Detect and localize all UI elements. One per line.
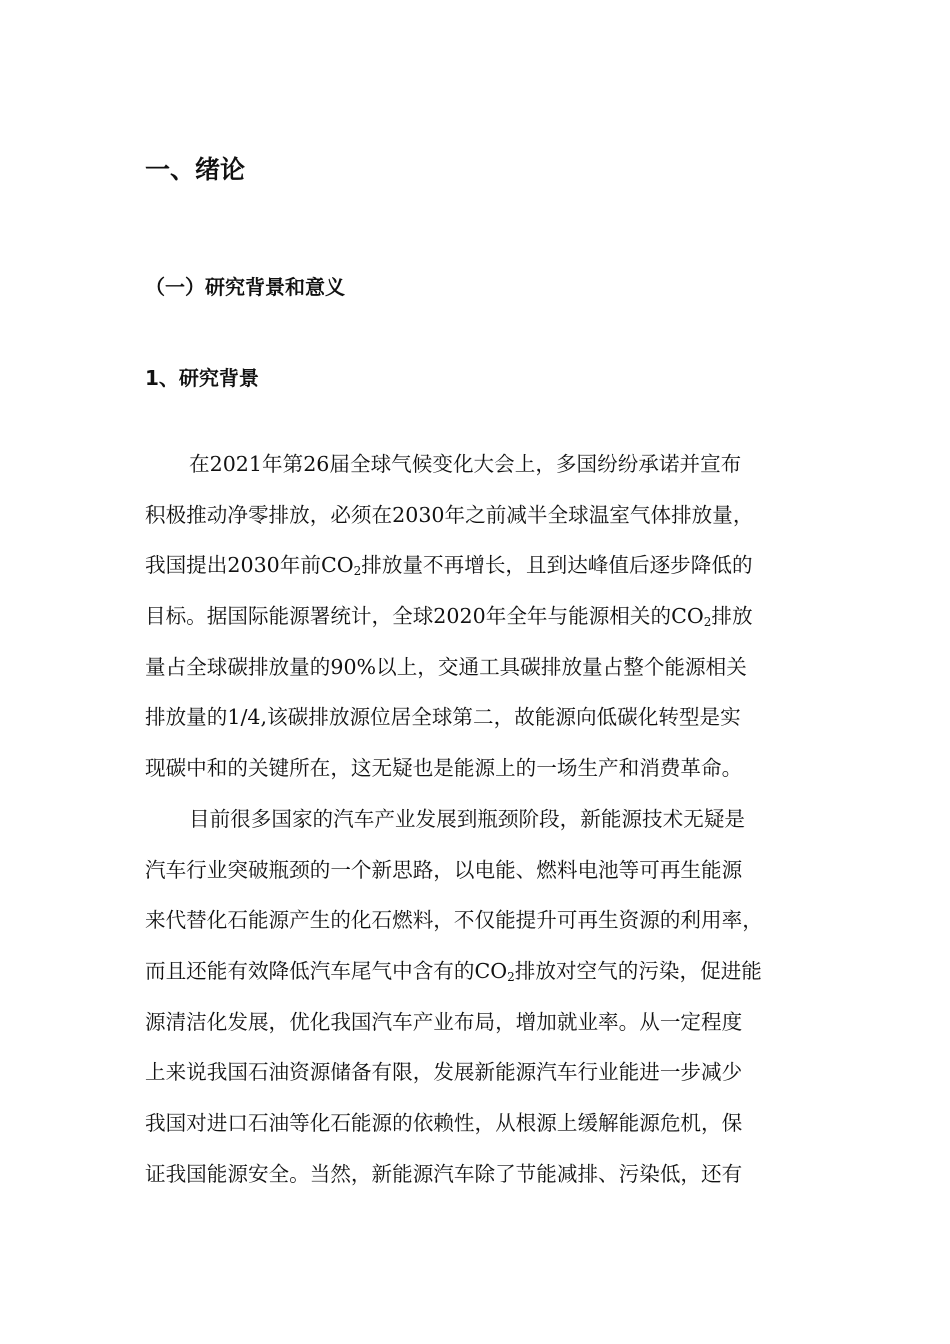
text-run: 目标。据国际能源署统计，全球2020年全年与能源相关的CO: [145, 604, 704, 629]
paragraph-line: 目前很多国家的汽车产业发展到瓶颈阶段，新能源技术无疑是: [189, 806, 746, 831]
paragraph-2: [145, 801, 810, 1207]
paragraph-line: [145, 547, 810, 598]
paragraph-line: [145, 953, 810, 1004]
subscript: 2: [507, 969, 515, 984]
section-heading: （一）研究背景和意义: [145, 275, 345, 299]
text-run: 我国提出2030年前CO: [145, 553, 354, 578]
body-text: [145, 446, 810, 1206]
paragraph-line: 积极推动净零排放，必须在2030年之前减半全球温室气体排放量，: [145, 502, 754, 527]
paragraph-line: 证我国能源安全。当然，新能源汽车除了节能减排、污染低，还有: [145, 1161, 743, 1186]
paragraph-line: 量占全球碳排放量的90%以上，交通工具碳排放量占整个能源相关: [145, 654, 747, 679]
text-run: 排放对空气的污染，促进能: [514, 958, 762, 983]
subsection-heading: 1、研究背景: [145, 366, 259, 390]
paragraph-line: [145, 598, 810, 649]
paragraph-line: 来代替化石能源产生的化石燃料，不仅能提升可再生资源的利用率，: [145, 908, 763, 933]
text-run: 排放: [711, 604, 753, 629]
paragraph-line: 汽车行业突破瓶颈的一个新思路，以电能、燃料电池等可再生能源: [145, 857, 743, 882]
paragraph-1: [145, 446, 810, 801]
paragraph-line: 我国对进口石油等化石能源的依赖性，从根源上缓解能源危机，保: [145, 1110, 743, 1135]
paragraph-line: 现碳中和的关键所在，这无疑也是能源上的一场生产和消费革命。: [145, 756, 743, 781]
paragraph-line: 在2021年第26届全球气候变化大会上，多国纷纷承诺并宣布: [189, 452, 742, 476]
subscript: 2: [703, 615, 712, 630]
paragraph-line: 排放量的1/4,该碳排放源位居全球第二，故能源向低碳化转型是实: [145, 705, 741, 730]
paragraph-line: 上来说我国石油资源储备有限，发展新能源汽车行业能进一步减少: [145, 1060, 743, 1085]
subscript: 2: [353, 564, 362, 579]
paragraph-line: 源清洁化发展，优化我国汽车产业布局，增加就业率。从一定程度: [145, 1009, 743, 1034]
text-run: 排放量不再增长，且到达峰值后逐步降低的: [361, 553, 753, 578]
text-run: 而且还能有效降低汽车尾气中含有的CO: [145, 958, 508, 983]
chapter-heading: 一、绪论: [145, 155, 246, 184]
